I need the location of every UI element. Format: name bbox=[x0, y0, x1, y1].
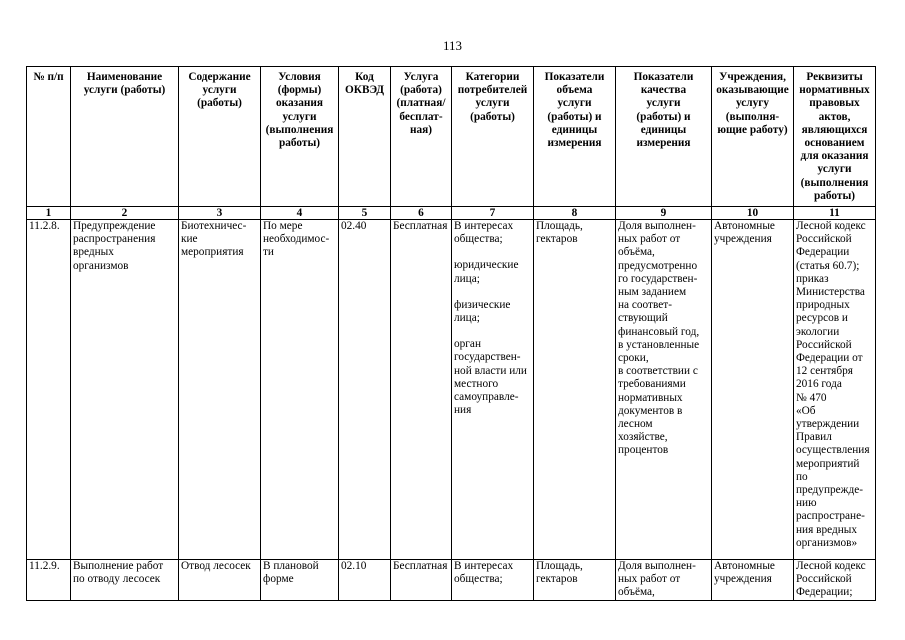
text-line: основанием bbox=[804, 137, 865, 150]
column-number: 10 bbox=[712, 207, 794, 220]
text-line: ресурсов и bbox=[796, 312, 848, 325]
text-line: сроки, bbox=[618, 352, 649, 365]
table-row bbox=[27, 560, 876, 601]
text-line: Категории bbox=[465, 71, 520, 83]
category-group bbox=[454, 259, 531, 285]
text-line: Доля выполнен- bbox=[618, 560, 696, 572]
text-line: по отводу лесосек bbox=[73, 573, 161, 586]
text-line: по bbox=[796, 470, 808, 483]
table-row bbox=[27, 220, 876, 560]
text-line: ти bbox=[263, 246, 274, 259]
text-line: Российской bbox=[796, 573, 852, 586]
text-line: услугу bbox=[735, 97, 770, 110]
text-line: Предупреждение bbox=[73, 220, 156, 232]
quality-indicators bbox=[616, 220, 712, 560]
text-line: ных работ от bbox=[618, 573, 681, 586]
text-line: гектаров bbox=[536, 233, 578, 246]
text-line: организмов» bbox=[796, 536, 858, 549]
okved-code: 02.10 bbox=[339, 560, 391, 601]
text-line: ющие работу) bbox=[717, 123, 788, 136]
column-number: 7 bbox=[452, 207, 534, 220]
text-line: мероприятия bbox=[181, 246, 244, 259]
consumer-categories bbox=[452, 220, 534, 560]
text-line: распространения bbox=[73, 233, 156, 246]
header-cell bbox=[712, 67, 794, 207]
text-line: «Об bbox=[796, 404, 816, 417]
header-cell bbox=[794, 67, 876, 207]
text-line: Федерации; bbox=[796, 586, 853, 599]
text-line: ствующий bbox=[618, 312, 668, 325]
text-line: правовых bbox=[809, 97, 860, 110]
text-line: Автономные bbox=[714, 220, 775, 232]
text-line: (работы) и bbox=[547, 110, 602, 123]
text-line: Лесной кодекс bbox=[796, 220, 866, 232]
column-number: 11 bbox=[794, 207, 876, 220]
header-cell bbox=[391, 67, 452, 207]
text-line: ОКВЭД bbox=[345, 84, 384, 97]
text-line: форме bbox=[263, 573, 294, 586]
text-line: документов в bbox=[618, 404, 683, 417]
column-number: 2 bbox=[71, 207, 179, 220]
text-line: (работы) и bbox=[636, 110, 691, 123]
text-line: Министерства bbox=[796, 286, 865, 299]
text-line: ных работ от bbox=[618, 233, 681, 246]
text-line: Площадь, bbox=[536, 560, 583, 572]
text-line: Федерации от bbox=[796, 352, 863, 365]
text-line: (выполнения bbox=[265, 123, 334, 136]
column-number: 9 bbox=[616, 207, 712, 220]
column-number: 8 bbox=[534, 207, 616, 220]
text-line: объёма, bbox=[618, 246, 655, 259]
text-line: учреждения bbox=[714, 573, 772, 586]
text-line: общества; bbox=[454, 573, 503, 586]
volume-indicators bbox=[534, 220, 616, 560]
text-line: Содержание bbox=[188, 71, 251, 83]
text-line: кие bbox=[181, 233, 198, 246]
text-line: В интересах bbox=[454, 560, 514, 572]
service-content bbox=[179, 560, 261, 601]
text-line: для оказания bbox=[800, 150, 869, 163]
text-line: Правил bbox=[796, 431, 832, 444]
text-line: 2016 года bbox=[796, 378, 842, 391]
text-line: Отвод лесосек bbox=[181, 560, 251, 572]
text-line: Выполнение работ bbox=[73, 560, 164, 572]
text-line: лесном bbox=[618, 418, 653, 431]
paid-status: Бесплатная bbox=[391, 220, 452, 560]
page-number: 113 bbox=[442, 38, 463, 53]
text-line: орган bbox=[454, 338, 481, 351]
text-line: В интересах bbox=[454, 220, 514, 232]
text-line: объёма, bbox=[618, 586, 655, 599]
text-line: услуги bbox=[202, 84, 237, 97]
text-line: (статья 60.7); bbox=[796, 259, 860, 272]
text-line: нию bbox=[796, 497, 817, 510]
column-number: 5 bbox=[339, 207, 391, 220]
paid-status: Бесплатная bbox=[391, 560, 452, 601]
text-line: предупрежде- bbox=[796, 484, 863, 497]
text-line: юридические bbox=[454, 259, 519, 272]
text-line: Российской bbox=[796, 233, 852, 246]
text-line: Биотехничес- bbox=[181, 220, 247, 232]
text-line: общества; bbox=[454, 233, 503, 246]
text-line: Показатели bbox=[633, 71, 694, 83]
text-line: услуги bbox=[646, 97, 681, 110]
text-line: распростране- bbox=[796, 510, 865, 523]
text-line: единицы bbox=[551, 123, 598, 136]
text-line: ным заданием bbox=[618, 286, 687, 299]
text-line: № п/п bbox=[33, 71, 64, 83]
text-line: Доля выполнен- bbox=[618, 220, 696, 232]
text-line: (работа) bbox=[400, 84, 442, 97]
text-line: Показатели bbox=[544, 71, 605, 83]
text-line: нормативных bbox=[618, 391, 683, 404]
text-line: бесплат- bbox=[399, 110, 443, 123]
service-name bbox=[71, 220, 179, 560]
text-line: на соответ- bbox=[618, 299, 672, 312]
text-line: организмов bbox=[73, 259, 129, 272]
legal-acts bbox=[794, 220, 876, 560]
text-line: природных bbox=[796, 299, 850, 312]
text-line: государствен- bbox=[454, 351, 521, 364]
header-cell bbox=[534, 67, 616, 207]
text-line: Реквизиты bbox=[806, 71, 863, 83]
header-cell bbox=[179, 67, 261, 207]
text-line: местного bbox=[454, 377, 499, 390]
text-line: предусмотренно bbox=[618, 259, 698, 272]
text-line: (формы) bbox=[277, 84, 322, 97]
text-line: Код bbox=[355, 71, 374, 83]
text-line: Площадь, bbox=[536, 220, 583, 232]
text-line: приказ bbox=[796, 272, 829, 285]
text-line: Лесной кодекс bbox=[796, 560, 866, 572]
text-line: По мере bbox=[263, 220, 303, 232]
text-line: Российской bbox=[796, 338, 852, 351]
okved-code: 02.40 bbox=[339, 220, 391, 560]
header-cell bbox=[71, 67, 179, 207]
text-line: единицы bbox=[640, 123, 687, 136]
text-line: финансовый год, bbox=[618, 325, 700, 338]
column-number: 3 bbox=[179, 207, 261, 220]
text-line: лица; bbox=[454, 312, 480, 325]
text-line: услуги bbox=[282, 110, 317, 123]
text-line: потребителей bbox=[457, 84, 528, 97]
text-line: Учреждения, bbox=[719, 71, 786, 83]
text-line: 12 сентября bbox=[796, 365, 853, 378]
text-line: измерения bbox=[636, 137, 691, 150]
text-line: учреждения bbox=[714, 233, 772, 246]
text-line: (выполнения bbox=[800, 176, 869, 189]
text-line: Наименование bbox=[86, 71, 163, 83]
text-line: лица; bbox=[454, 272, 480, 285]
header-cell bbox=[27, 67, 71, 207]
legal-acts bbox=[794, 560, 876, 601]
text-line: в установленные bbox=[618, 338, 700, 351]
text-line: необходимос- bbox=[263, 233, 330, 246]
consumer-categories bbox=[452, 560, 534, 601]
text-line: Федерации bbox=[796, 246, 850, 259]
text-line: работы) bbox=[813, 189, 856, 202]
column-number: 4 bbox=[261, 207, 339, 220]
volume-indicators bbox=[534, 560, 616, 601]
text-line: самоуправле- bbox=[454, 391, 519, 404]
text-line: качества bbox=[640, 84, 687, 97]
row-number: 11.2.8. bbox=[27, 220, 71, 560]
header-cell bbox=[452, 67, 534, 207]
text-line: являющихся bbox=[801, 123, 868, 136]
text-line: (работы) bbox=[197, 97, 242, 110]
text-line: (платная/ bbox=[396, 97, 446, 110]
text-line: актов, bbox=[818, 110, 851, 123]
text-line: нормативных bbox=[799, 84, 870, 97]
text-line: услуги bbox=[557, 97, 592, 110]
text-line: услуги (работы) bbox=[83, 84, 166, 97]
text-line: Услуга bbox=[403, 71, 439, 83]
text-line: Условия bbox=[278, 71, 321, 83]
text-line: услуги bbox=[817, 163, 852, 176]
text-line: го государствен- bbox=[618, 272, 698, 285]
text-line: мероприятий bbox=[796, 457, 860, 470]
text-line: оказывающие bbox=[716, 84, 789, 97]
service-conditions bbox=[261, 560, 339, 601]
text-line: экологии bbox=[796, 325, 840, 338]
service-name bbox=[71, 560, 179, 601]
category-group bbox=[454, 220, 531, 246]
column-number: 1 bbox=[27, 207, 71, 220]
text-line: работы) bbox=[278, 137, 321, 150]
service-conditions bbox=[261, 220, 339, 560]
category-group bbox=[454, 299, 531, 325]
text-line: утверждении bbox=[796, 418, 860, 431]
text-line: В плановой bbox=[263, 560, 319, 572]
text-line: (работы) bbox=[470, 110, 515, 123]
service-content bbox=[179, 220, 261, 560]
text-line: измерения bbox=[547, 137, 602, 150]
text-line: вредных bbox=[73, 246, 114, 259]
row-number: 11.2.9. bbox=[27, 560, 71, 601]
text-line: осуществления bbox=[796, 444, 870, 457]
quality-indicators bbox=[616, 560, 712, 601]
text-line: оказания bbox=[276, 97, 323, 110]
text-line: хозяйстве, bbox=[618, 431, 668, 444]
text-line: физические bbox=[454, 298, 511, 311]
text-line: Автономные bbox=[714, 560, 775, 572]
text-line: (выполня- bbox=[725, 110, 780, 123]
text-line: процентов bbox=[618, 444, 669, 457]
text-line: требованиями bbox=[618, 378, 686, 391]
header-cell bbox=[339, 67, 391, 207]
institutions bbox=[712, 560, 794, 601]
services-table bbox=[26, 66, 876, 601]
header-cell bbox=[616, 67, 712, 207]
text-line: объема bbox=[556, 84, 593, 97]
text-line: ния вредных bbox=[796, 523, 857, 536]
text-line: услуги bbox=[475, 97, 510, 110]
text-line: № 470 bbox=[796, 391, 827, 404]
institutions bbox=[712, 220, 794, 560]
text-line: ния bbox=[454, 404, 472, 417]
text-line: ной власти или bbox=[454, 364, 527, 377]
text-line: ная) bbox=[409, 123, 433, 136]
text-line: гектаров bbox=[536, 573, 578, 586]
category-group bbox=[454, 338, 531, 417]
column-number: 6 bbox=[391, 207, 452, 220]
text-line: в соответствии с bbox=[618, 365, 698, 378]
header-row bbox=[27, 67, 876, 207]
column-number-row bbox=[27, 207, 876, 220]
header-cell bbox=[261, 67, 339, 207]
